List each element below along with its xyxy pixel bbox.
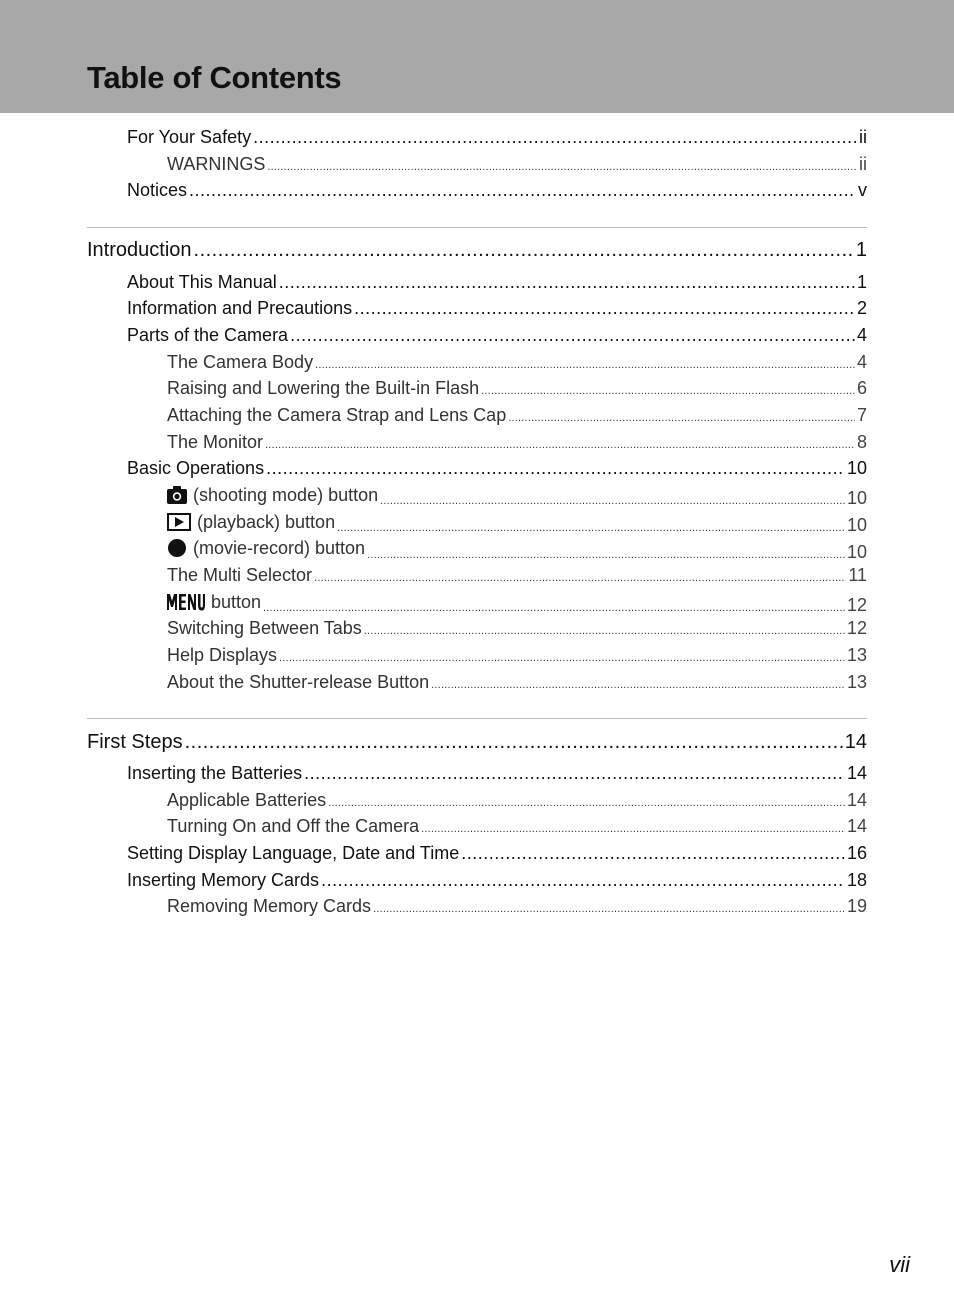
toc-entry-parts-of-the-camera[interactable] bbox=[127, 323, 867, 347]
toc-entry-label: Information and Precautions bbox=[127, 298, 353, 318]
dot-leader bbox=[265, 433, 855, 454]
page-title: Table of Contents bbox=[87, 60, 342, 95]
toc-entry-attaching-strap-lens-cap[interactable] bbox=[167, 403, 867, 427]
toc-entry-page: 18 bbox=[846, 870, 867, 890]
dot-leader bbox=[337, 516, 845, 534]
dot-leader bbox=[367, 543, 845, 560]
toc-entry-page: 2 bbox=[856, 298, 867, 318]
toc-entry-label: Removing Memory Cards bbox=[167, 896, 372, 916]
toc-entry-label-wrap bbox=[167, 536, 365, 560]
playback-icon bbox=[167, 513, 191, 531]
movie-record-icon bbox=[167, 538, 187, 558]
toc-entry-turning-on-off[interactable] bbox=[167, 814, 867, 838]
toc-entry-label: Basic Operations bbox=[127, 458, 265, 478]
toc-entry-shutter-release-button[interactable] bbox=[167, 670, 867, 694]
dot-leader bbox=[253, 125, 857, 149]
dot-leader bbox=[279, 270, 855, 294]
toc-entry-page: 10 bbox=[846, 515, 867, 534]
toc-entry-raising-lowering-flash[interactable] bbox=[167, 376, 867, 400]
toc-entry-page: 16 bbox=[846, 843, 867, 863]
toc-entry-label: About This Manual bbox=[127, 272, 277, 292]
toc-entry-setting-language-date-time[interactable] bbox=[127, 841, 867, 865]
toc-chapter-label: First Steps bbox=[87, 731, 183, 753]
toc-entry-shooting-mode-button[interactable] bbox=[167, 483, 867, 507]
dot-leader bbox=[421, 817, 845, 838]
toc-entry-inserting-memory-cards[interactable] bbox=[127, 868, 867, 892]
toc-entry-label: (movie-record) button bbox=[193, 538, 366, 558]
toc-entry-label: Parts of the Camera bbox=[127, 325, 289, 345]
toc-entry-label: Setting Display Language, Date and Time bbox=[127, 843, 460, 863]
dot-leader bbox=[304, 761, 845, 785]
toc-chapter-page: 14 bbox=[844, 731, 867, 753]
toc-entry-label: Raising and Lowering the Built-in Flash bbox=[167, 378, 480, 398]
toc-entry-label: The Camera Body bbox=[167, 352, 314, 372]
toc-entry-label: Switching Between Tabs bbox=[167, 618, 362, 638]
toc-entry-label: (playback) button bbox=[197, 512, 336, 532]
dot-leader bbox=[364, 619, 845, 640]
toc-chapter-introduction[interactable] bbox=[87, 237, 867, 263]
dot-leader bbox=[189, 178, 856, 202]
toc-entry-page: 13 bbox=[846, 645, 867, 665]
toc-entry-page: 7 bbox=[856, 405, 867, 425]
dot-leader bbox=[354, 296, 855, 320]
toc-entry-page: 1 bbox=[856, 272, 867, 292]
toc-entry-label: Help Displays bbox=[167, 645, 278, 665]
toc-entry-page: 6 bbox=[856, 378, 867, 398]
toc-entry-menu-button[interactable] bbox=[167, 590, 867, 614]
toc-entry-playback-button[interactable] bbox=[167, 510, 867, 534]
toc-entry-page: 12 bbox=[846, 618, 867, 638]
toc-entry-label: (shooting mode) button bbox=[193, 485, 379, 505]
dot-leader bbox=[267, 155, 857, 176]
toc-entry-the-monitor[interactable] bbox=[167, 430, 867, 454]
header-band bbox=[0, 0, 954, 113]
toc-entry-page: 8 bbox=[856, 432, 867, 452]
toc-entry-label-wrap bbox=[167, 483, 378, 507]
dot-leader bbox=[290, 323, 855, 347]
toc-entry-page: 4 bbox=[856, 352, 867, 372]
toc-entry-information-and-precautions[interactable] bbox=[127, 296, 867, 320]
dot-leader bbox=[279, 646, 845, 667]
toc-entry-page: 19 bbox=[846, 896, 867, 916]
toc-entry-label: For Your Safety bbox=[127, 127, 252, 147]
toc-entry-page: 10 bbox=[846, 458, 867, 478]
section-divider bbox=[87, 227, 867, 228]
toc-entry-label-wrap bbox=[167, 510, 335, 534]
toc-entry-for-your-safety[interactable] bbox=[127, 125, 867, 149]
toc-chapter-first-steps[interactable] bbox=[87, 729, 867, 755]
toc-entry-label: Applicable Batteries bbox=[167, 790, 327, 810]
toc-entry-page: 10 bbox=[846, 488, 867, 507]
toc-entry-label: Inserting the Batteries bbox=[127, 763, 303, 783]
toc-entry-multi-selector[interactable] bbox=[167, 563, 867, 587]
toc-chapter-label: Introduction bbox=[87, 239, 192, 261]
toc-entry-movie-record-button[interactable] bbox=[167, 536, 867, 560]
toc-entry-label: Attaching the Camera Strap and Lens Cap bbox=[167, 405, 507, 425]
dot-leader bbox=[481, 379, 855, 400]
toc-entry-page: 14 bbox=[846, 790, 867, 810]
dot-leader bbox=[380, 489, 845, 507]
toc-entry-page: 12 bbox=[846, 595, 867, 614]
toc-entry-the-camera-body[interactable] bbox=[167, 350, 867, 374]
toc-entry-label: The Multi Selector bbox=[167, 565, 313, 585]
dot-leader bbox=[266, 456, 845, 480]
toc-entry-page: 13 bbox=[846, 672, 867, 692]
toc-entry-applicable-batteries[interactable] bbox=[167, 788, 867, 812]
toc-entry-page: ii bbox=[859, 127, 867, 147]
dot-leader bbox=[431, 673, 845, 694]
dot-leader bbox=[314, 566, 846, 587]
page-number: vii bbox=[889, 1252, 910, 1277]
section-divider bbox=[87, 718, 867, 719]
toc-entry-label: button bbox=[211, 592, 262, 612]
toc-entry-basic-operations[interactable] bbox=[127, 456, 867, 480]
camera-icon bbox=[167, 486, 187, 504]
dot-leader bbox=[263, 596, 845, 614]
toc-entry-label: WARNINGS bbox=[167, 154, 266, 174]
dot-leader bbox=[185, 729, 843, 755]
toc-entry-inserting-batteries[interactable] bbox=[127, 761, 867, 785]
toc-entry-warnings[interactable] bbox=[167, 152, 867, 176]
dot-leader bbox=[328, 791, 845, 812]
toc-entry-page: 14 bbox=[846, 816, 867, 836]
toc-entry-page: v bbox=[858, 180, 867, 200]
toc-entry-label-wrap bbox=[167, 590, 261, 614]
toc-entry-page: 10 bbox=[846, 542, 867, 560]
toc-chapter-page: 1 bbox=[855, 239, 867, 261]
dot-leader bbox=[461, 841, 845, 865]
toc-entry-label: Turning On and Off the Camera bbox=[167, 816, 420, 836]
toc-entry-label: Inserting Memory Cards bbox=[127, 870, 320, 890]
toc-entry-notices[interactable] bbox=[127, 178, 867, 202]
menu-icon bbox=[167, 593, 205, 611]
dot-leader bbox=[194, 237, 854, 263]
toc-entry-page: 14 bbox=[846, 763, 867, 783]
toc-entry-label: The Monitor bbox=[167, 432, 264, 452]
toc-entry-removing-memory-cards[interactable] bbox=[167, 894, 867, 918]
toc-entry-about-this-manual[interactable] bbox=[127, 270, 867, 294]
toc-entry-help-displays[interactable] bbox=[167, 643, 867, 667]
toc-entry-page: 11 bbox=[848, 565, 867, 585]
toc-entry-label: About the Shutter-release Button bbox=[167, 672, 430, 692]
dot-leader bbox=[373, 897, 845, 918]
toc-entry-label: Notices bbox=[127, 180, 188, 200]
dot-leader bbox=[508, 406, 855, 427]
toc-entry-page: 4 bbox=[856, 325, 867, 345]
toc-entry-switching-between-tabs[interactable] bbox=[167, 616, 867, 640]
toc-entry-page: ii bbox=[859, 154, 867, 174]
dot-leader bbox=[315, 353, 855, 374]
dot-leader bbox=[321, 868, 845, 892]
